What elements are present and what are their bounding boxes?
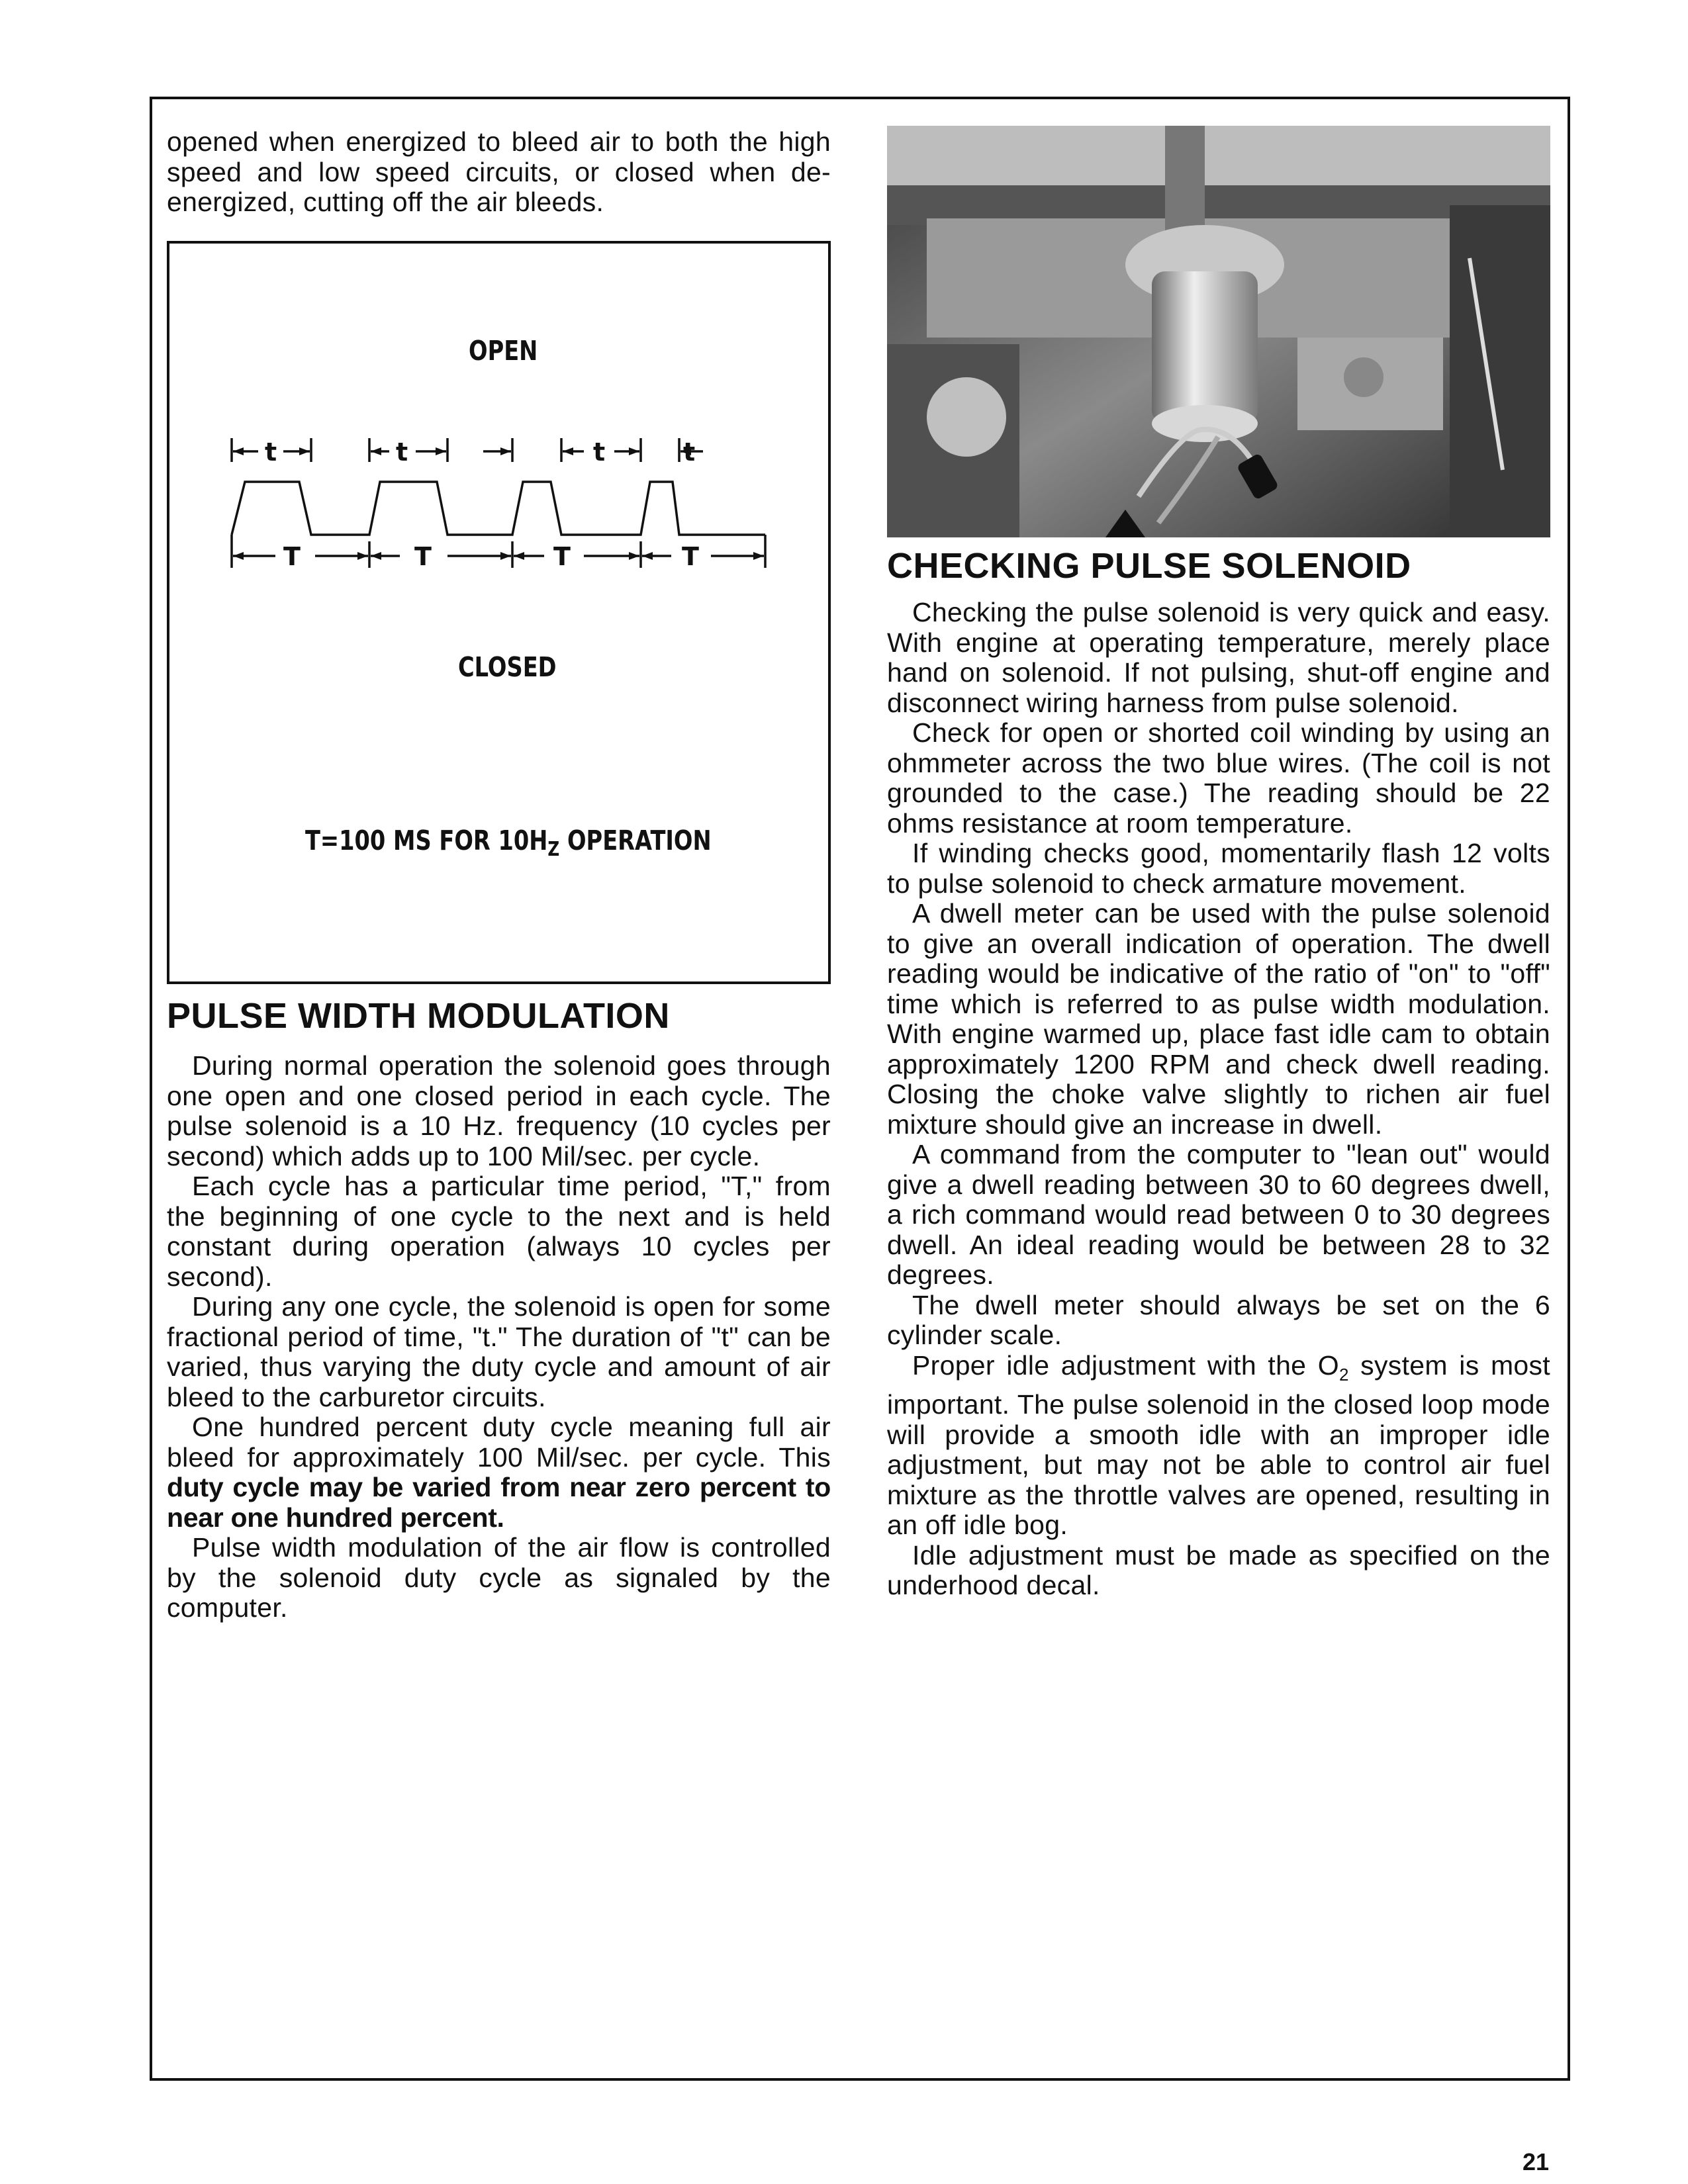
page-number: 21 xyxy=(1523,2148,1550,2175)
paragraph: Each cycle has a particular time period, "T," from the beginning of one cycle to the next and is held constant during operation (always 10 cycles per second). xyxy=(167,1171,831,1292)
big-t-label: T xyxy=(283,542,301,571)
small-t-label: t xyxy=(683,437,696,467)
closed-label: CLOSED xyxy=(458,651,557,683)
big-t-label: T xyxy=(682,542,699,571)
paragraph: During any one cycle, the solenoid is open for some fractional period of time, "t." The duration of "t" can be varied, thus varying the duty cycle and amount of air bleed to the carburetor circuits. xyxy=(167,1291,831,1412)
pulse-trace xyxy=(232,482,765,535)
big-t-label: T xyxy=(553,542,571,571)
bold-continuation: duty cycle may be varied from near zero percent to near one hundred percent. xyxy=(167,1472,831,1533)
pulse-diagram xyxy=(167,241,831,984)
paragraph: If winding checks good, momentarily flash 12 volts to pulse solenoid to check armature movement. xyxy=(887,838,1550,899)
paragraph: A command from the computer to "lean out" would give a dwell reading between 30 to 60 degrees dwell, a rich command would read between 0 to 30 degrees dwell. An ideal reading would be between 28 to 32 degrees. xyxy=(887,1139,1550,1290)
carburetor-photo-image xyxy=(887,126,1550,537)
small-t-label: t xyxy=(593,437,606,467)
paragraph: One hundred percent duty cycle meaning full air bleed for approximately 100 Mil/sec. per cycle. This duty cycle may be varied from near zero percent to near one hundred percent. xyxy=(167,1412,831,1533)
open-label: OPEN xyxy=(469,335,538,367)
paragraph: A dwell meter can be used with the pulse solenoid to give an overall indication of operation. The dwell reading would be indicative of the ratio of "on" to "off" time which is referred to as pulse width modulation. With engine warmed up, place fast idle cam to obtain approximately 1200 RPM and check dwell reading. Closing the choke valve slightly to richen air fuel mixture should give an increase in dwell. xyxy=(887,898,1550,1140)
big-t-label: T xyxy=(414,542,432,571)
top-paragraph xyxy=(167,127,831,218)
checking-pulse-solenoid-heading: CHECKING PULSE SOLENOID xyxy=(887,546,1411,586)
left-body xyxy=(167,1051,831,1623)
small-t-label: t xyxy=(396,437,408,467)
top-paragraph-text: opened when energized to bleed air to both the high speed and low speed circuits, or closed when de-energized, cutting off the air bleeds. xyxy=(167,126,831,217)
paragraph: Check for open or shorted coil winding by using an ohmmeter across the two blue wires. (The coil is not grounded to the case.) The reading should be 22 ohms resistance at room temperature. xyxy=(887,717,1550,839)
pulse-waveform xyxy=(169,435,831,608)
paragraph: Checking the pulse solenoid is very quick and easy. With engine at operating temperature, merely place hand on solenoid. If not pulsing, shut-off engine and disconnect wiring harness from pulse solenoid. xyxy=(887,597,1550,718)
paragraph: The dwell meter should always be set on the 6 cylinder scale. xyxy=(887,1289,1550,1350)
carburetor-photo xyxy=(887,126,1550,537)
pulse-width-modulation-heading: PULSE WIDTH MODULATION xyxy=(167,996,670,1036)
paragraph: Pulse width modulation of the air flow is controlled by the solenoid duty cycle as signaled by the computer. xyxy=(167,1532,831,1623)
paragraph: During normal operation the solenoid goes through one open and one closed period in each cycle. The pulse solenoid is a 10 Hz. frequency (10 cycles per second) which adds up to 100 Mil/sec. per cycle. xyxy=(167,1050,831,1171)
small-t-label: t xyxy=(265,437,277,467)
right-body xyxy=(887,598,1550,1601)
paragraph: Idle adjustment must be made as specified on the underhood decal. xyxy=(887,1539,1550,1601)
paragraph: Proper idle adjustment with the $O_2$ system is most important. The pulse solenoid in the closed loop mode will provide a smooth idle with an improper idle adjustment, but may not be able to control air fuel mixture as the throttle valves are opened, resulting in an off idle bog. xyxy=(887,1349,1551,1541)
diagram-caption: T=100 MS FOR $10H_Z$ OPERATION xyxy=(305,825,712,862)
